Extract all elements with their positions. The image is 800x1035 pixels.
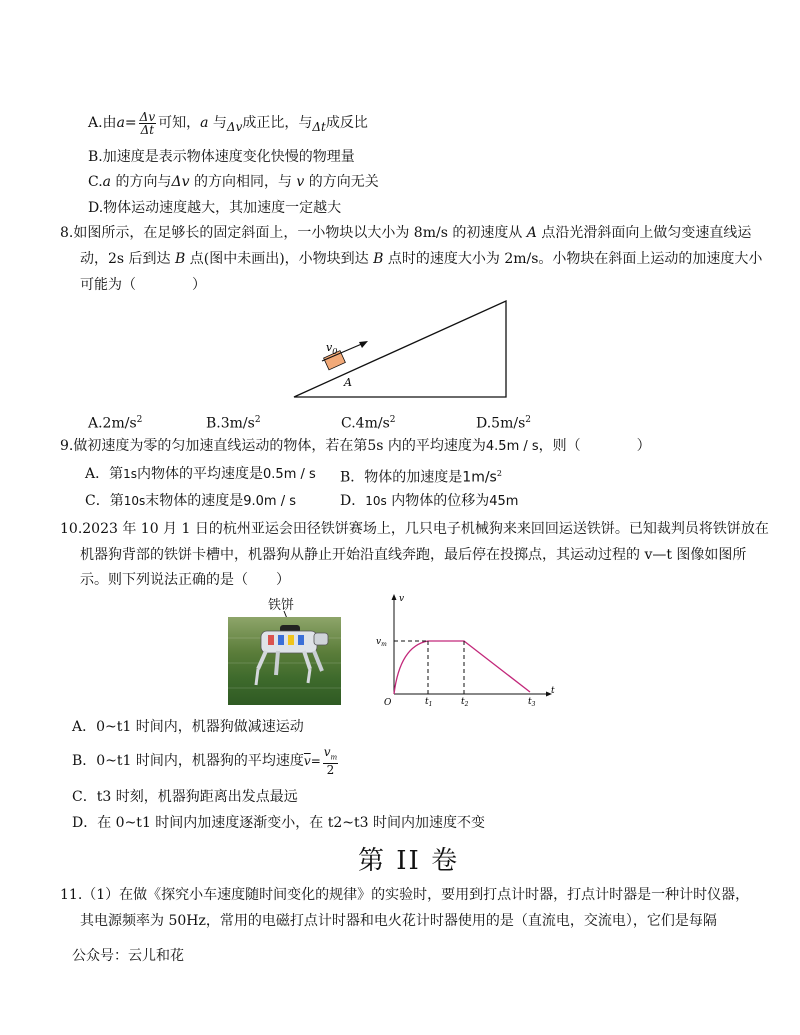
- q8-d-text: D.5m/s: [476, 415, 526, 432]
- footer-watermark: 公众号：云儿和花: [72, 948, 184, 964]
- q10-b-frac-den: 2: [326, 763, 335, 778]
- q8-b-text: B.3m/s: [206, 415, 255, 432]
- q10-stem-line2: 机器狗背部的铁饼卡槽中，机器狗从静止开始沿直线奔跑，最后停在投掷点，其运动过程的 v—t 图像如图所: [80, 547, 747, 563]
- q10-b-vbar: $\overline{v}$: [303, 754, 311, 769]
- q7-option-a: [88, 110, 368, 136]
- q7-c-prefix: C.: [88, 174, 103, 190]
- q9-d-prefix: D．: [340, 493, 366, 509]
- q8-c-text: C.4m/s: [341, 415, 390, 432]
- q7-c-text3: 的方向无关: [304, 174, 379, 190]
- q10-b-fraction: [323, 746, 338, 776]
- q7-a-dv: Δv: [226, 120, 243, 134]
- q7-a-prefix: A.由: [88, 115, 117, 131]
- section-title: 第 II 卷: [358, 846, 460, 876]
- origin-label: O: [384, 698, 392, 708]
- q7-a-text3: 成正比，与: [242, 115, 313, 131]
- q8-l2-point-b: B: [175, 251, 186, 267]
- q9-c-text: 末物体的速度是: [145, 493, 244, 509]
- t2-label: $t_2$: [461, 697, 469, 708]
- q7-a-text1: 可知，: [158, 115, 201, 131]
- q7-a-text2: 与: [212, 115, 227, 131]
- v0-label: $v_0$: [326, 341, 338, 356]
- discus-label: 铁饼: [268, 598, 295, 613]
- q8-l2-text2: 点(图中未画出)，小物块到达: [185, 251, 374, 267]
- q9-b-value: 1m/s: [462, 469, 497, 486]
- q10-option-d: D．在 0~t1 时间内加速度逐渐变小，在 t2~t3 时间内加速度不变: [72, 815, 485, 831]
- q9-stem-text2: ，则（ ）: [538, 438, 651, 454]
- q9-stem-text1: 9.做初速度为零的匀加速直线运动的物体，若在第5s 内的平均速度为: [60, 438, 486, 454]
- v-axis-label: v: [399, 594, 405, 604]
- q8-stem-line2: [80, 250, 762, 268]
- q10-b-frac-num: $v_m$: [323, 746, 338, 764]
- q7-a-dt: Δt: [312, 120, 326, 134]
- q8-l2-text1: 动，2s 后到达: [80, 251, 175, 267]
- v-axis-arrow: [392, 594, 397, 600]
- q7-option-c: [88, 173, 379, 191]
- q7-c-v: v: [296, 174, 305, 190]
- q10-b-eq: =: [310, 754, 321, 769]
- vt-graph: [370, 590, 560, 712]
- q10-option-a: A．0~t1 时间内，机器狗做减速运动: [72, 719, 304, 735]
- q9-b-prefix: B．物体的加速度是: [340, 469, 463, 486]
- q8-stem-line3: 可能为（ ）: [80, 277, 206, 293]
- q8-option-b: [206, 411, 261, 433]
- q10-stem-line3: 示。则下列说法正确的是（ ）: [80, 572, 290, 588]
- q9-d-text: 内物体的位移为: [386, 493, 490, 509]
- q9-c-time: 10s: [123, 494, 146, 508]
- q9-stem-value: 4.5m / s: [485, 439, 539, 454]
- q8-option-a: [88, 411, 142, 433]
- q9-a-value: 0.5m / s: [263, 467, 316, 482]
- q8-b-sup: 2: [254, 415, 261, 425]
- q8-stem-line1: [60, 224, 751, 242]
- q9-b-sup: 2: [496, 469, 502, 478]
- q8-l1-text2: 点沿光滑斜面向上做匀变速直线运: [536, 225, 752, 241]
- q8-l2-text3: 点时的速度大小为 2m/s。小物块在斜面上运动的加速度大小: [383, 251, 763, 267]
- q9-option-a: [85, 465, 316, 484]
- robot-dog-icon: [228, 617, 341, 705]
- q7-option-d: D.物体运动速度越大，其加速度一定越大: [88, 200, 342, 216]
- q10-option-c: C．t3 时刻，机器狗距离出发点最远: [72, 789, 298, 805]
- q7-c-var: a: [102, 174, 112, 190]
- q7-a-var2: a: [200, 115, 209, 131]
- q8-c-sup: 2: [389, 415, 396, 425]
- q9-d-time: 10s: [365, 494, 387, 508]
- q11-line2: 其电源频率为 50Hz，常用的电磁打点计时器和电火花计时器使用的是（直流电，交流电），它们是每隔: [80, 913, 717, 929]
- vt-curve: [394, 641, 530, 694]
- q8-l2-point-b2: B: [373, 251, 384, 267]
- q7-a-frac-den: Δt: [140, 122, 155, 137]
- q10-stem-line1: 10.2023 年 10 月 1 日的杭州亚运会田径铁饼赛场上，几只电子机械狗来来回回运送铁饼。已知裁判员将铁饼放在: [60, 521, 769, 537]
- velocity-arrowhead: [359, 341, 368, 348]
- q7-a-var: a: [116, 115, 125, 131]
- vm-label: $v_m$: [376, 637, 387, 648]
- q9-option-b: [340, 465, 502, 487]
- t1-label: $t_1$: [425, 697, 433, 708]
- robot-dog-photo: [228, 617, 341, 705]
- q8-l1-point-a: A: [526, 225, 537, 241]
- q7-a-fraction: [139, 111, 156, 136]
- q7-a-text4: 成反比: [325, 115, 368, 131]
- q10-option-b: [72, 746, 340, 776]
- q8-d-sup: 2: [525, 415, 531, 425]
- q9-a-prefix: A．第: [85, 466, 124, 482]
- q8-l1-text1: 8.如图所示，在足够长的固定斜面上，一小物块以大小为 8m/s 的初速度从: [60, 225, 527, 241]
- q9-option-d: [340, 492, 518, 511]
- q9-a-text: 内物体的平均速度是: [137, 466, 264, 482]
- q9-option-c: [85, 492, 296, 511]
- q11-line1: 11.（1）在做《探究小车速度随时间变化的规律》的实验时，要用到打点计时器，打点计时器是一种计时仪器，: [60, 887, 750, 903]
- t3-label: $t_3$: [528, 697, 536, 708]
- q7-c-text2: 的方向相同，与: [189, 174, 297, 190]
- q7-c-dv: Δv: [171, 174, 190, 190]
- q8-option-c: [341, 411, 395, 433]
- q10-b-text: B．0~t1 时间内，机器狗的平均速度: [72, 753, 304, 770]
- q8-incline-figure: [280, 298, 520, 400]
- q7-c-text1: 的方向与: [111, 174, 172, 190]
- q8-a-text: A.2m/s: [88, 415, 137, 432]
- q8-a-sup: 2: [136, 415, 143, 425]
- q9-c-prefix: C．第: [85, 493, 124, 509]
- q7-a-eq: =: [124, 115, 137, 131]
- point-a-label: A: [344, 376, 352, 389]
- q9-d-value: 45m: [489, 494, 519, 509]
- q9-c-value: 9.0m / s: [243, 494, 297, 509]
- t-axis-label: t: [551, 686, 555, 696]
- q7-a-frac-num: Δv: [139, 109, 156, 124]
- q9-a-time: 1s: [123, 467, 138, 481]
- q7-option-b: B.加速度是表示物体速度变化快慢的物理量: [88, 149, 355, 165]
- q9-stem: [60, 437, 651, 456]
- q8-option-d: [476, 411, 531, 433]
